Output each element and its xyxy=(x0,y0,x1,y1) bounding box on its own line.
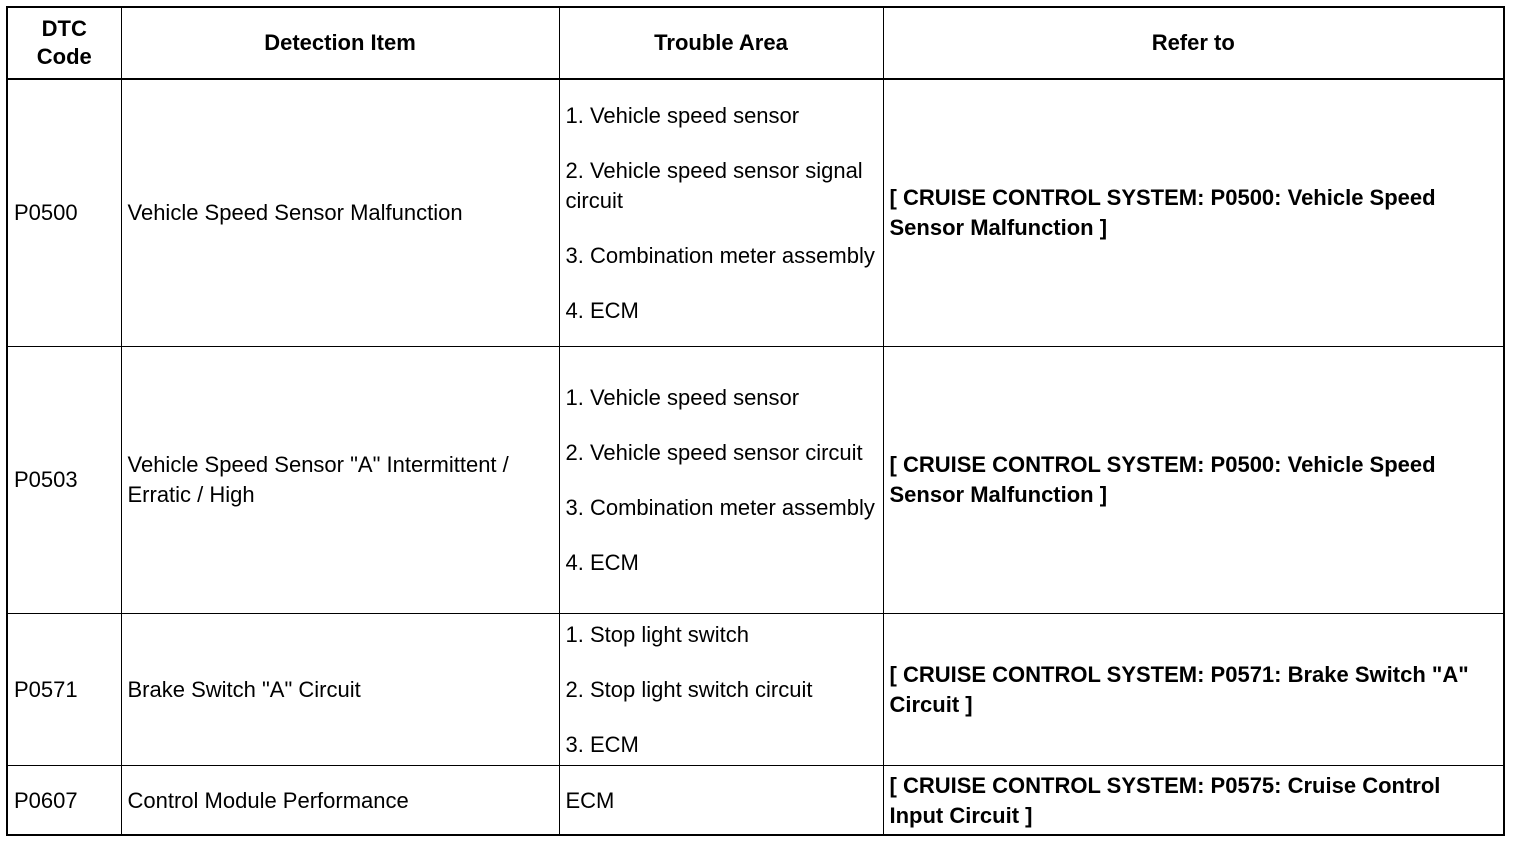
table-row xyxy=(8,614,1503,766)
table-row xyxy=(8,766,1503,836)
trouble-area-item: 2. Vehicle speed sensor circuit xyxy=(565,439,863,465)
detection-item-cell: Vehicle Speed Sensor Malfunction xyxy=(121,79,559,347)
header-trouble-area: Trouble Area xyxy=(559,8,883,79)
header-dtc-code-line1: DTC xyxy=(41,16,87,41)
trouble-area-cell xyxy=(559,766,883,836)
trouble-area-item: 1. Vehicle speed sensor xyxy=(565,384,800,410)
refer-to-link[interactable]: [ CRUISE CONTROL SYSTEM: P0575: Cruise Control Input Circuit ] xyxy=(883,766,1503,836)
trouble-area-item: 3. Combination meter assembly xyxy=(565,494,875,520)
header-refer-to: Refer to xyxy=(883,8,1503,79)
detection-item-cell: Control Module Performance xyxy=(121,766,559,836)
trouble-area-item: 2. Vehicle speed sensor signal circuit xyxy=(565,157,863,213)
refer-to-link[interactable]: [ CRUISE CONTROL SYSTEM: P0571: Brake Switch "A" Circuit ] xyxy=(883,614,1503,766)
trouble-area-item: 3. Combination meter assembly xyxy=(565,242,875,268)
dtc-table-frame xyxy=(6,6,1505,836)
trouble-area-item: ECM xyxy=(565,787,615,813)
trouble-area-cell xyxy=(559,347,883,614)
dtc-table xyxy=(8,8,1503,835)
detection-item-cell: Brake Switch "A" Circuit xyxy=(121,614,559,766)
table-row xyxy=(8,79,1503,347)
dtc-code-cell: P0571 xyxy=(8,614,121,766)
trouble-area-item: 1. Vehicle speed sensor xyxy=(565,102,800,128)
trouble-area-item: 4. ECM xyxy=(565,297,639,323)
detection-item-cell: Vehicle Speed Sensor "A" Intermittent / Erratic / High xyxy=(121,347,559,614)
dtc-code-cell: P0503 xyxy=(8,347,121,614)
refer-to-link[interactable]: [ CRUISE CONTROL SYSTEM: P0500: Vehicle Speed Sensor Malfunction ] xyxy=(883,347,1503,614)
trouble-area-item: 3. ECM xyxy=(565,731,639,757)
refer-to-link[interactable]: [ CRUISE CONTROL SYSTEM: P0500: Vehicle Speed Sensor Malfunction ] xyxy=(883,79,1503,347)
dtc-code-cell: P0607 xyxy=(8,766,121,836)
trouble-area-item: 1. Stop light switch xyxy=(565,621,749,647)
table-row xyxy=(8,347,1503,614)
trouble-area-cell xyxy=(559,614,883,766)
trouble-area-item: 4. ECM xyxy=(565,549,639,575)
trouble-area-cell xyxy=(559,79,883,347)
trouble-area-item: 2. Stop light switch circuit xyxy=(565,676,813,702)
header-dtc-code-line2: Code xyxy=(36,44,92,69)
dtc-code-cell: P0500 xyxy=(8,79,121,347)
header-dtc-code xyxy=(8,8,121,79)
table-header-row xyxy=(8,8,1503,79)
header-detection-item: Detection Item xyxy=(121,8,559,79)
